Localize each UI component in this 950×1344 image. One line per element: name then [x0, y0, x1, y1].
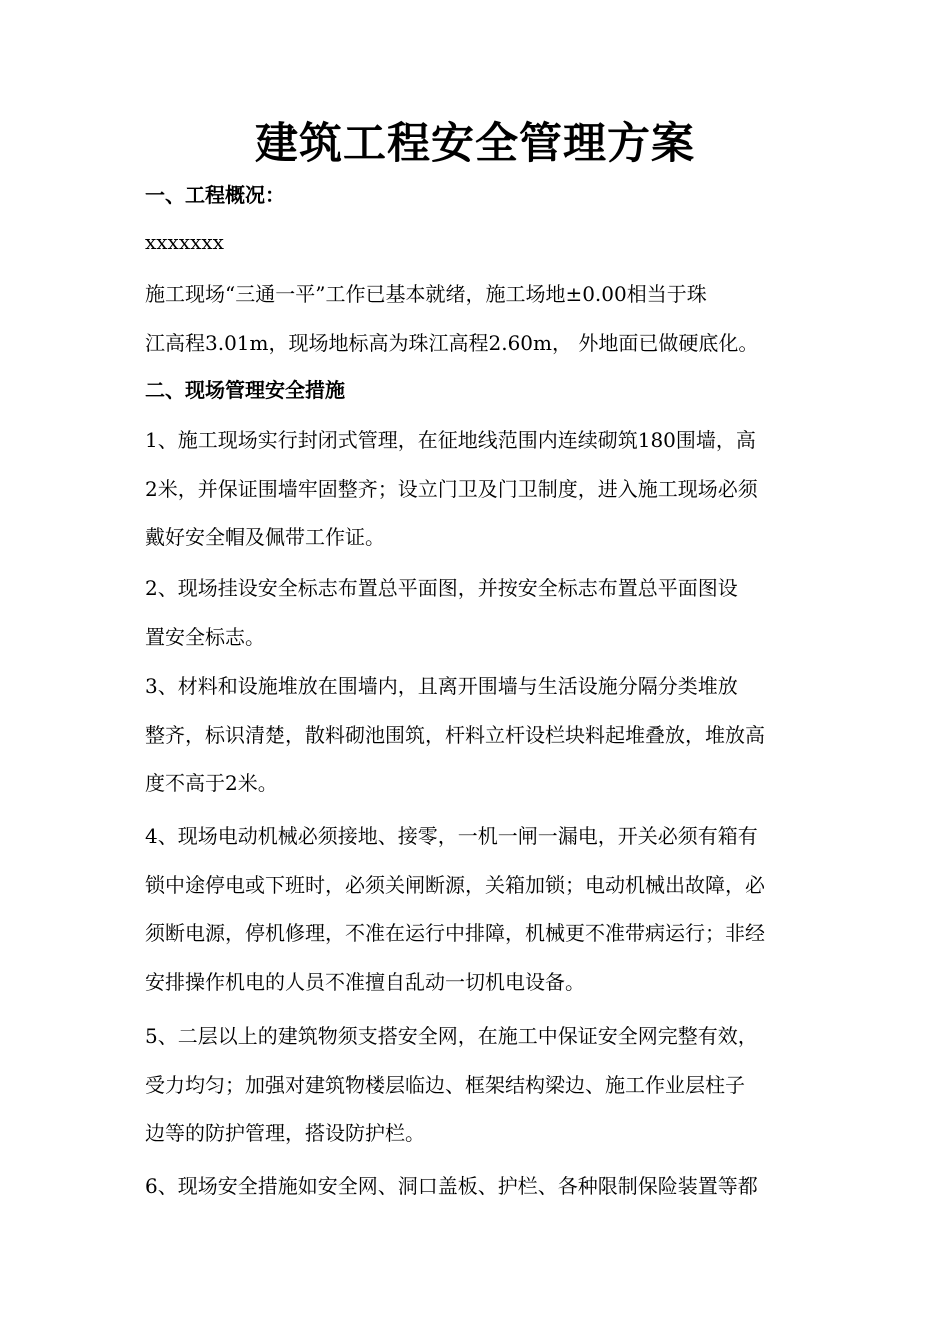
list-item: [145, 416, 815, 562]
item-line: 边等的防护管理，搭设防护栏。: [145, 1121, 425, 1145]
item-line: 安排操作机电的人员不准擅自乱动一切机电设备。: [145, 969, 585, 994]
document-title: 建筑工程安全管理方案: [255, 119, 695, 169]
list-item: [145, 812, 815, 1006]
list-item: [145, 662, 815, 808]
item-line: 1、施工现场实行封闭式管理，在征地线范围内连续砌筑180围墙，高: [145, 428, 756, 452]
paragraph-line: 施工现场“三通一平”工作已基本就绪，施工场地±0.00相当于珠: [145, 282, 707, 306]
item-line: 2米，并保证围墙牢固整齐；设立门卫及门卫制度，进入施工现场必须: [145, 476, 758, 501]
item-line: 度不高于2米。: [145, 771, 278, 795]
paragraph-line: 江高程3.01m，现场地标高为珠江高程2.60m， 外地面已做硬底化。: [145, 330, 759, 355]
item-line: 4、现场电动机械必须接地、接零，一机一闸一漏电，开关必须有箱有: [145, 824, 758, 848]
placeholder-text: xxxxxxx: [145, 230, 224, 254]
section1-heading: 一、工程概况：: [145, 183, 285, 207]
item-line: 戴好安全帽及佩带工作证。: [145, 525, 385, 549]
item-line: 6、现场安全措施如安全网、洞口盖板、护栏、各种限制保险装置等都: [145, 1174, 758, 1198]
item-line: 2、现场挂设安全标志布置总平面图，并按安全标志布置总平面图设: [145, 576, 738, 600]
list-item: [145, 1162, 815, 1211]
item-line: 锁中途停电或下班时，必须关闸断源，关箱加锁；电动机械出故障，必: [145, 872, 765, 897]
section2-heading: 二、现场管理安全措施: [145, 378, 345, 402]
item-line: 3、材料和设施堆放在围墙内，且离开围墙与生活设施分隔分类堆放: [145, 674, 738, 698]
item-line: 整齐，标识清楚，散料砌池围筑，杆料立杆设栏块料起堆叠放，堆放高: [145, 722, 765, 747]
item-line: 5、二层以上的建筑物须支搭安全网，在施工中保证安全网完整有效，: [145, 1024, 758, 1048]
section1-paragraph: [145, 270, 815, 367]
list-item: [145, 564, 815, 661]
item-line: 置安全标志。: [145, 624, 265, 649]
section1-placeholder: [145, 218, 815, 267]
item-line: 须断电源，停机修理，不准在运行中排障，机械更不准带病运行；非经: [145, 921, 765, 945]
list-item: [145, 1012, 815, 1158]
item-line: 受力均匀；加强对建筑物楼层临边、框架结构梁边、施工作业层柱子: [145, 1072, 745, 1097]
